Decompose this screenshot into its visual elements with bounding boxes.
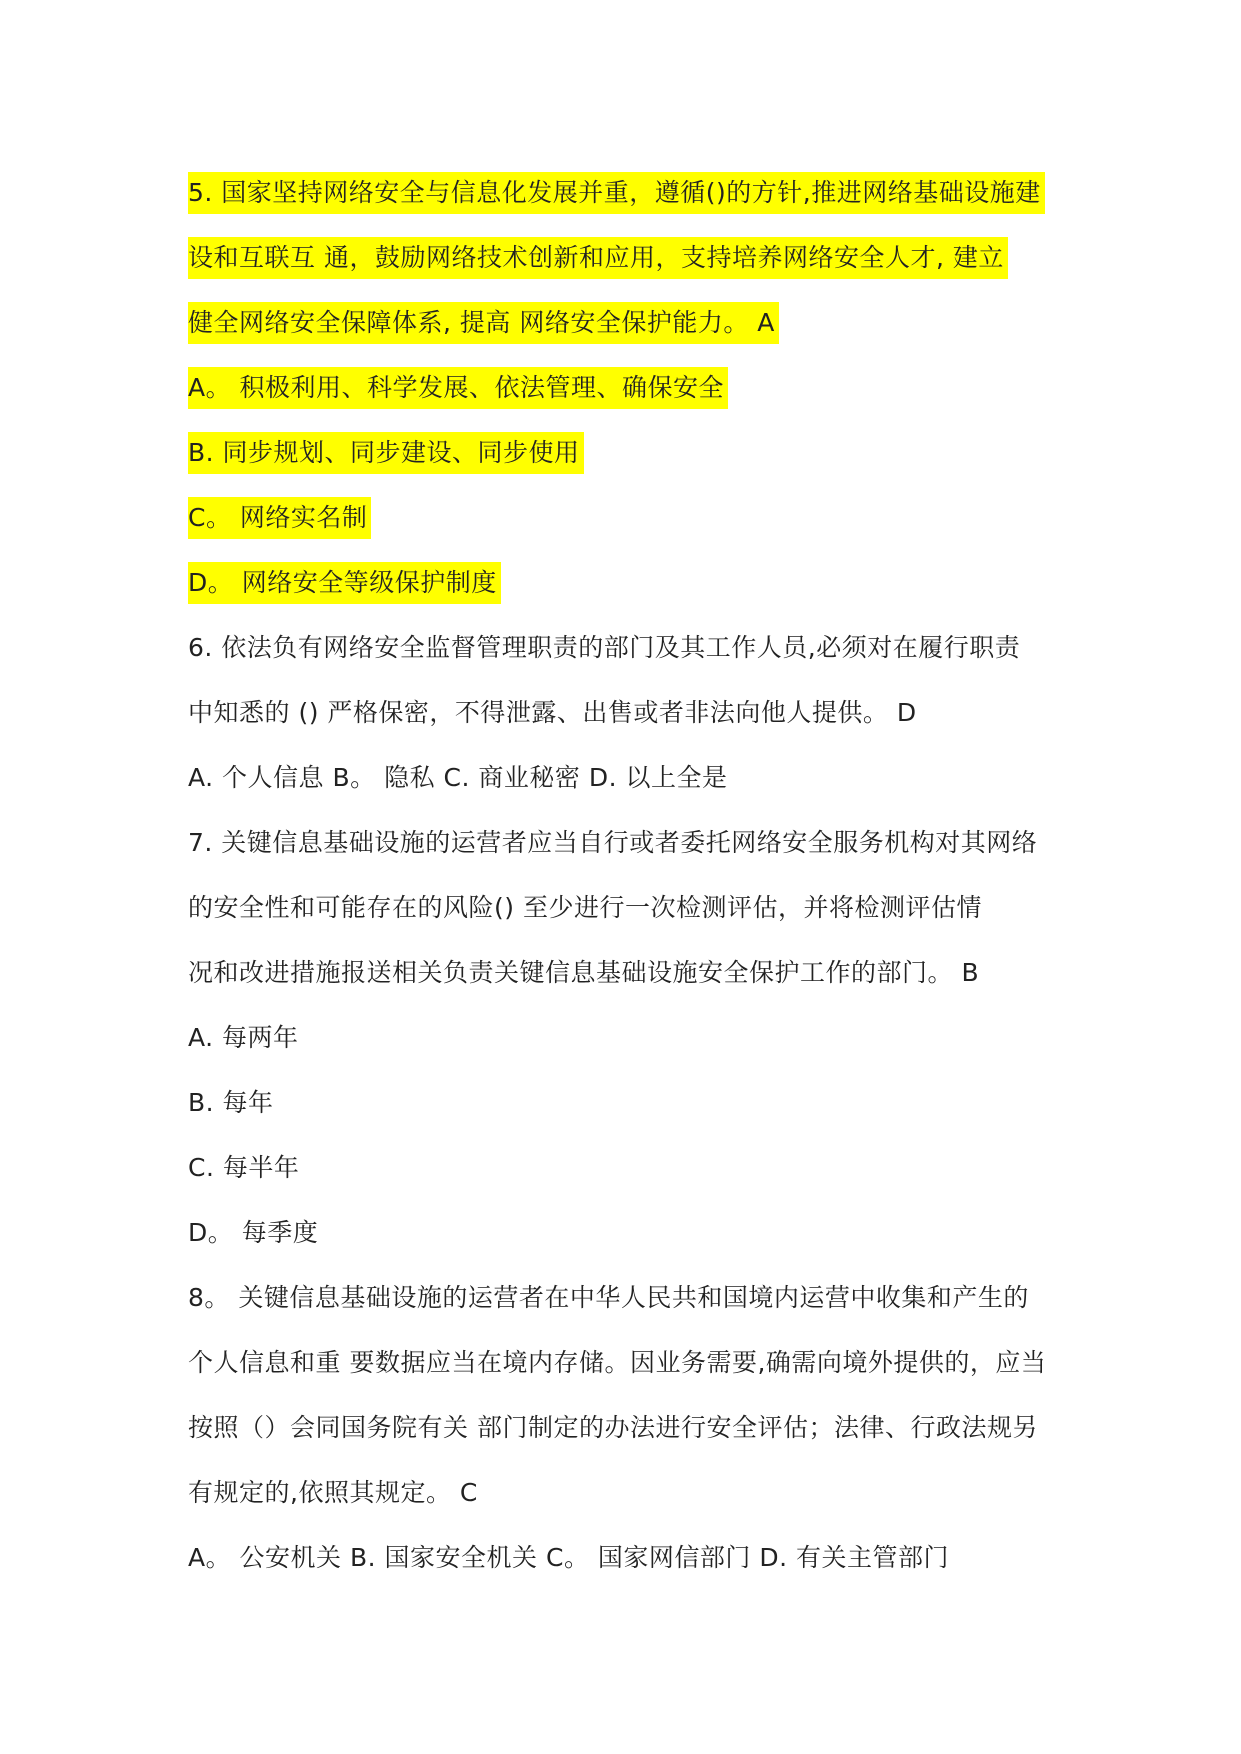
q5-line-1-text: 5. 国家坚持网络安全与信息化发展并重，遵循()的方针,推进网络基础设施建 <box>188 172 1045 214</box>
q8-options <box>188 1525 1108 1590</box>
q5-line-2 <box>188 225 1108 290</box>
q7-option-b-text: B. 每年 <box>188 1088 274 1117</box>
q7-line-1 <box>188 810 1108 875</box>
q5-line-3 <box>188 290 1108 355</box>
q8-line-4-text: 有规定的,依照其规定。 C <box>188 1478 478 1507</box>
q5-option-d-text: D。 网络安全等级保护制度 <box>188 562 501 604</box>
q7-line-3 <box>188 940 1108 1005</box>
q5-option-c <box>188 485 1108 550</box>
q5-line-1 <box>188 160 1108 225</box>
q5-option-c-text: C。 网络实名制 <box>188 497 371 539</box>
q8-line-2-text: 个人信息和重 要数据应当在境内存储。因业务需要,确需向境外提供的，应当 <box>188 1348 1047 1377</box>
q8-line-1 <box>188 1265 1108 1330</box>
q5-option-a <box>188 355 1108 420</box>
q8-line-4 <box>188 1460 1108 1525</box>
q7-option-a <box>188 1005 1108 1070</box>
q6-line-2-text: 中知悉的 () 严格保密，不得泄露、出售或者非法向他人提供。 D <box>188 698 917 727</box>
q7-line-2-text: 的安全性和可能存在的风险() 至少进行一次检测评估，并将检测评估情 <box>188 893 982 922</box>
q6-options <box>188 745 1108 810</box>
q8-options-text: A。 公安机关 B. 国家安全机关 C。 国家网信部门 D. 有关主管部门 <box>188 1543 949 1572</box>
document-page <box>188 160 1108 1590</box>
q5-line-2-text: 设和互联互 通，鼓励网络技术创新和应用，支持培养网络安全人才, 建立 <box>188 237 1008 279</box>
q7-option-d-text: D。 每季度 <box>188 1218 319 1247</box>
q8-line-3-text: 按照（）会同国务院有关 部门制定的办法进行安全评估；法律、行政法规另 <box>188 1413 1038 1442</box>
q7-option-c <box>188 1135 1108 1200</box>
q6-options-text: A. 个人信息 B。 隐私 C. 商业秘密 D. 以上全是 <box>188 763 728 792</box>
q7-line-2 <box>188 875 1108 940</box>
q8-line-1-text: 8。 关键信息基础设施的运营者在中华人民共和国境内运营中收集和产生的 <box>188 1283 1029 1312</box>
q8-line-3 <box>188 1395 1108 1460</box>
q5-option-b-text: B. 同步规划、同步建设、同步使用 <box>188 432 584 474</box>
q5-option-d <box>188 550 1108 615</box>
q7-line-3-text: 况和改进措施报送相关负责关键信息基础设施安全保护工作的部门。 B <box>188 958 980 987</box>
q6-line-1-text: 6. 依法负有网络安全监督管理职责的部门及其工作人员,必须对在履行职责 <box>188 633 1021 662</box>
q6-line-2 <box>188 680 1108 745</box>
q5-option-b <box>188 420 1108 485</box>
q7-option-b <box>188 1070 1108 1135</box>
q7-option-a-text: A. 每两年 <box>188 1023 299 1052</box>
q8-line-2 <box>188 1330 1108 1395</box>
q7-option-c-text: C. 每半年 <box>188 1153 300 1182</box>
q7-line-1-text: 7. 关键信息基础设施的运营者应当自行或者委托网络安全服务机构对其网络 <box>188 828 1038 857</box>
q7-option-d <box>188 1200 1108 1265</box>
q6-line-1 <box>188 615 1108 680</box>
q5-line-3-text: 健全网络安全保障体系, 提高 网络安全保护能力。 A <box>188 302 779 344</box>
q5-option-a-text: A。 积极利用、科学发展、依法管理、确保安全 <box>188 367 728 409</box>
